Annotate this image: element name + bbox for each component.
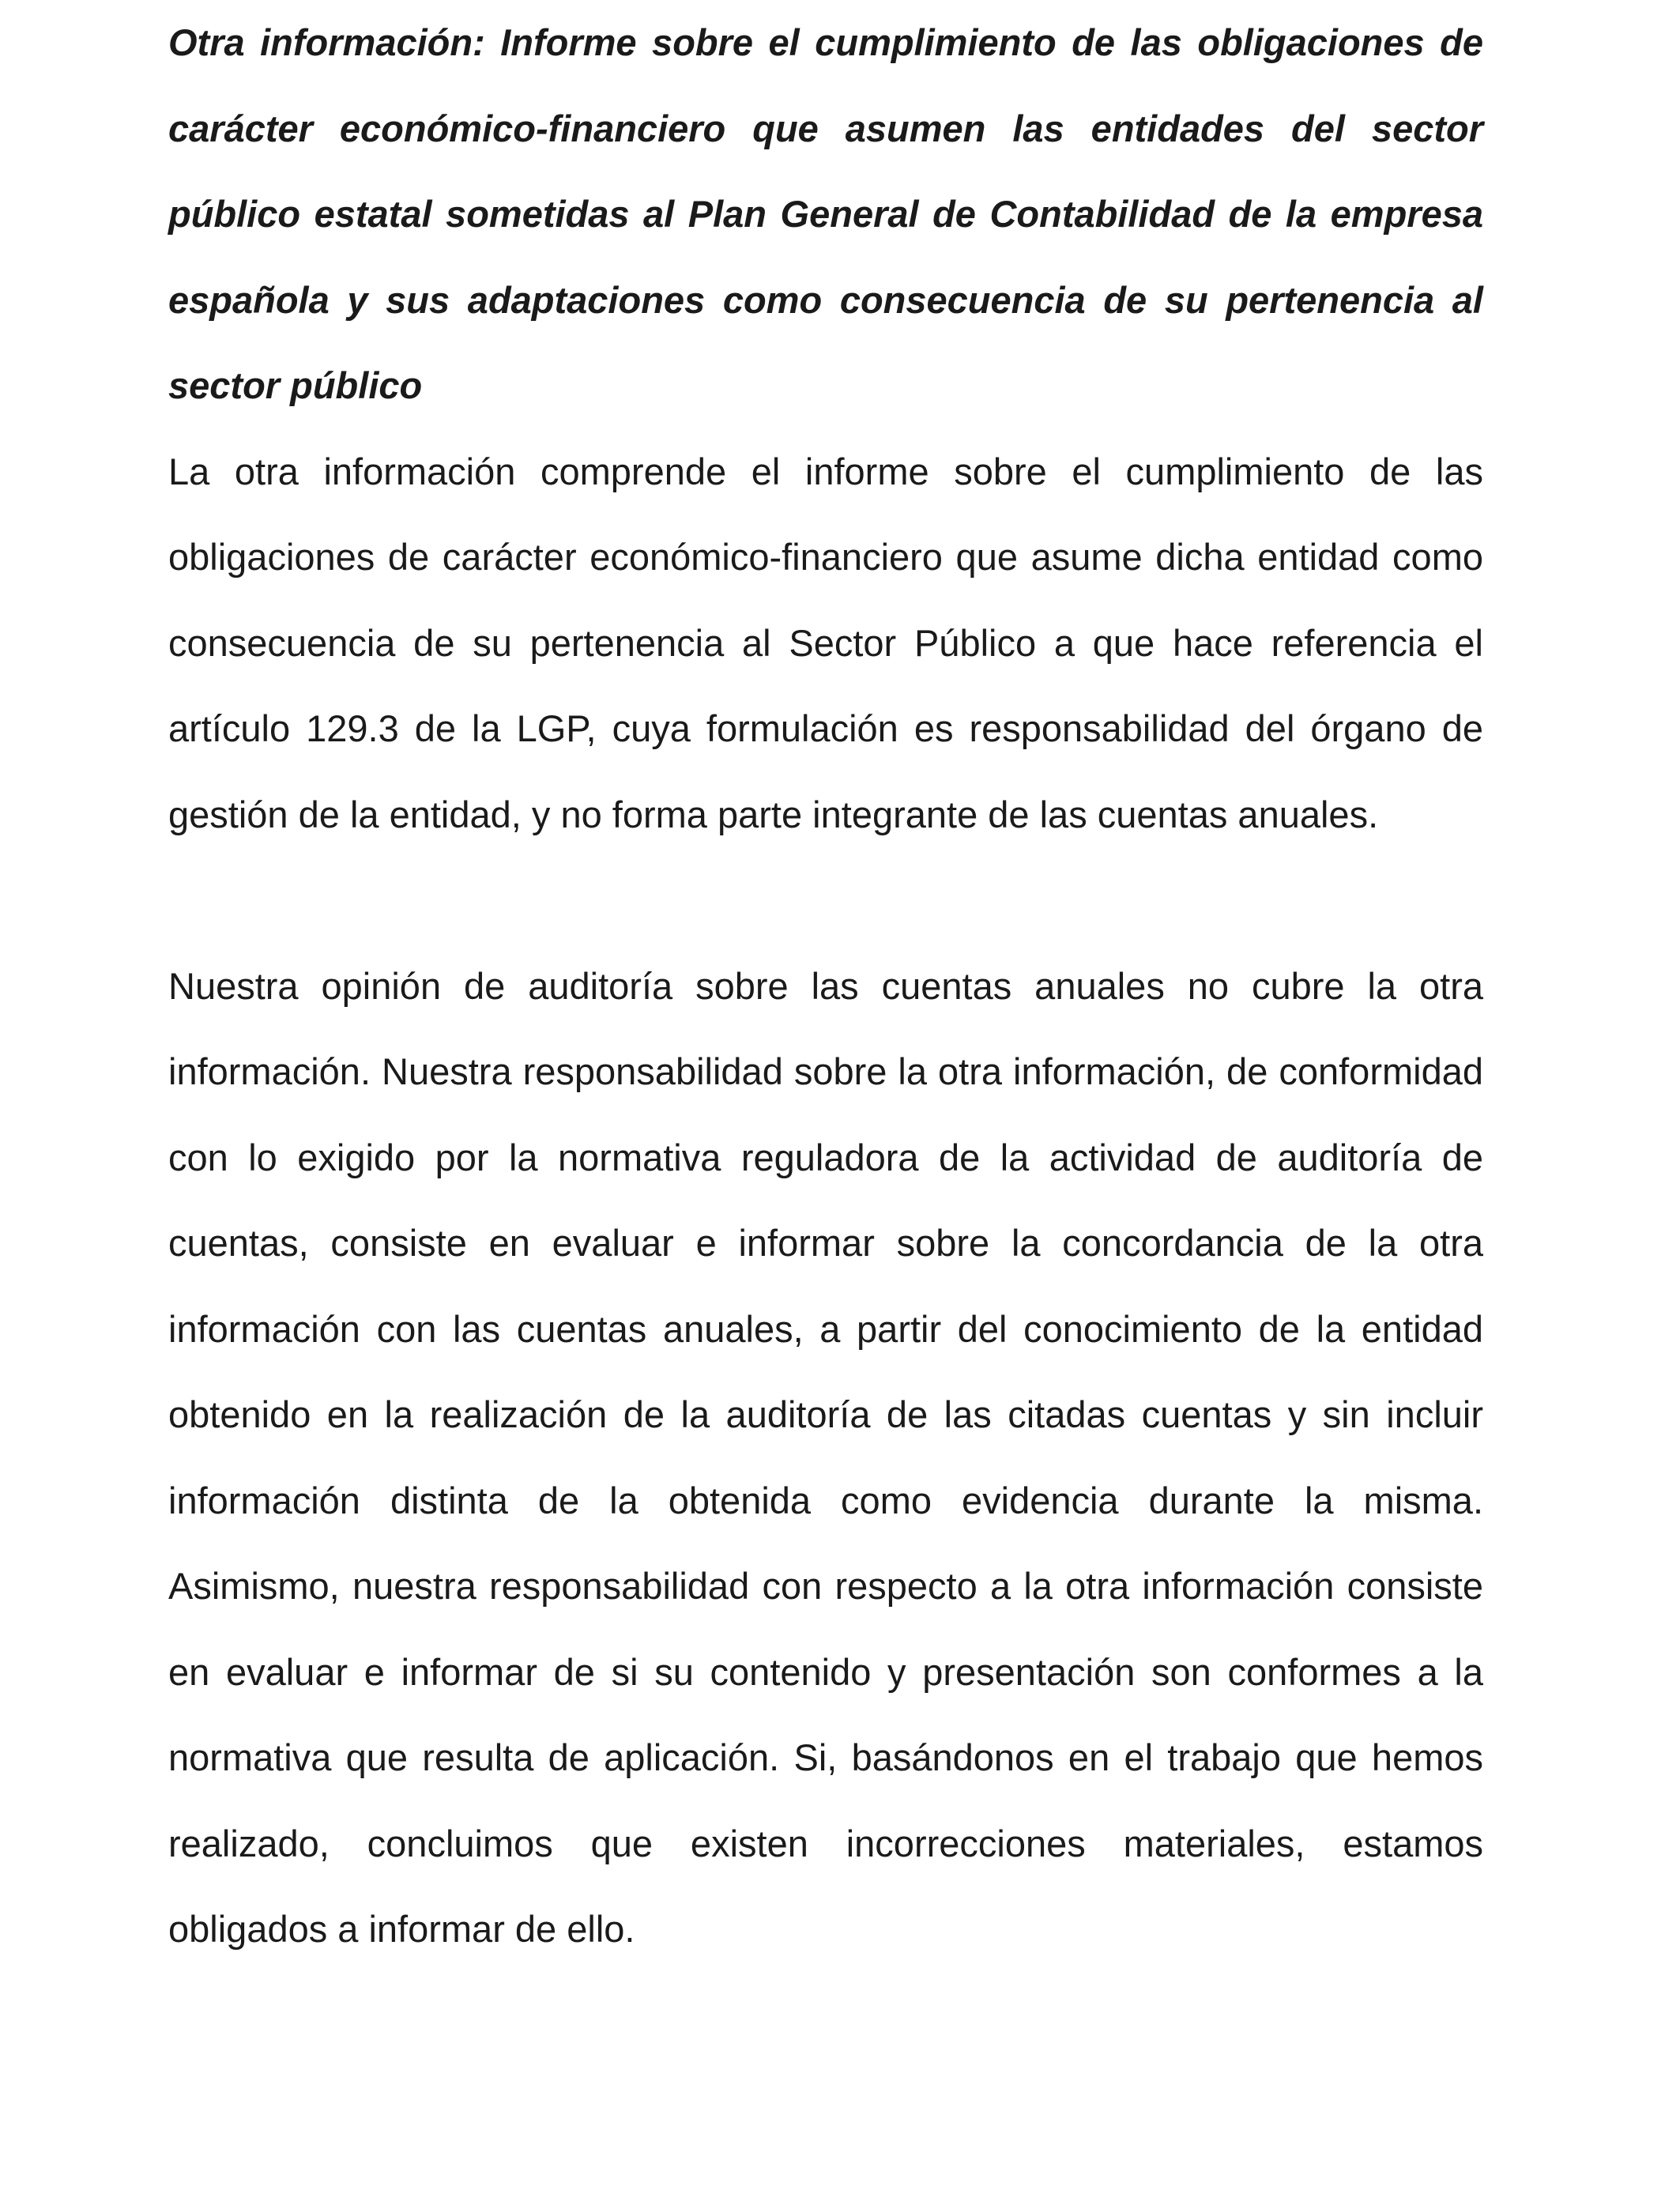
section-heading: Otra información: Informe sobre el cumplimiento de las obligaciones de carácter económico-financiero que asumen las entidades del sector público estatal sometidas al Plan General de Contabilidad de la empresa española y sus adaptaciones como consecuencia de su pertenencia al sector público xyxy=(168,21,1483,406)
paragraph-other-information-scope: La otra información comprende el informe sobre el cumplimiento de las obligaciones de carácter económico-financiero que asume dicha entidad como consecuencia de su pertenencia al Sector Público a que hace referencia el artículo 129.3 de la LGP, cuya formulación es responsabilidad del órgano de gestión de la entidad, y no forma parte integrante de las cuentas anuales. xyxy=(168,450,1483,835)
document-page xyxy=(168,0,1483,1973)
paragraph-audit-responsibility: Nuestra opinión de auditoría sobre las cuentas anuales no cubre la otra información. Nuestra responsabilidad sobre la otra información, de conformidad con lo exigido por la normativa reguladora de la actividad de auditoría de cuentas, consiste en evaluar e informar sobre la concordancia de la otra información con las cuentas anuales, a partir del conocimiento de la entidad obtenido en la realización de la auditoría de las citadas cuentas y sin incluir información distinta de la obtenida como evidencia durante la misma. Asimismo, nuestra responsabilidad con respecto a la otra información consiste en evaluar e informar de si su contenido y presentación son conformes a la normativa que resulta de aplicación. Si, basándonos en el trabajo que hemos realizado, concluimos que existen incorrecciones materiales, estamos obligados a informar de ello. xyxy=(168,964,1483,1950)
